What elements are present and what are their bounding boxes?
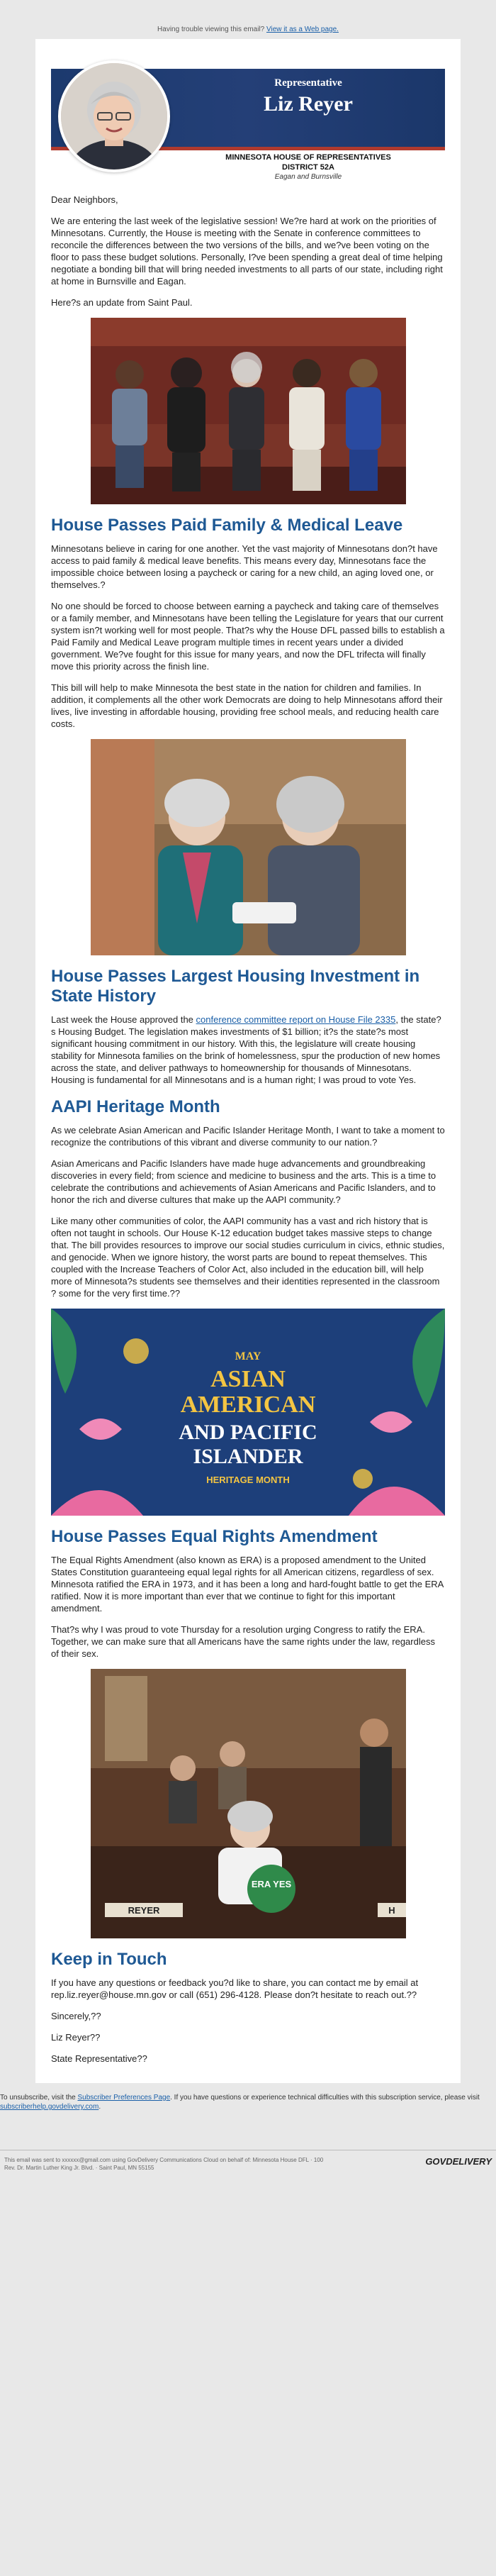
unsub-end: .	[98, 2103, 101, 2111]
trouble-text: Having trouble viewing this email?	[157, 26, 267, 33]
sincerely: Sincerely,??	[51, 2011, 101, 2021]
leave-heading: House Passes Paid Family & Medical Leave	[51, 516, 403, 535]
housing-photo	[91, 739, 406, 955]
intro-paragraph: We are entering the last week of the legislative session! We?re hard at work on the priorities of Minnesotans. Currently, the House is meeting with the Senate in conference committees to reconcile the differences between the two versions of the bills, and we?ve been voting on the floor to pass these budget solutions. Personally, I?ve been spending a great deal of time helping negotiate a bonding bill that will bring needed investments to all parts of our state, including right at home in Burnsville and Eagan.	[51, 216, 443, 287]
era-photo	[91, 1669, 406, 1938]
aapi-heading: AAPI Heritage Month	[51, 1097, 220, 1116]
group-photo	[91, 318, 406, 504]
portrait-image	[61, 63, 167, 170]
housing-text-after: , the state?s Housing Budget. The legislation makes investments of $1 billion; it?s the state?s most significant housing commitment in our history. With this, the legislature will create housing stability for Minnesota families on the brink of homelessness, spur the production of new homes across the state, and deliver pathways to homeownership for thousands of Minnesotans. Housing is fundamental for all Minnesotans and is a human right; I was proud to vote Yes.	[51, 1014, 441, 1085]
banner-month: MAY	[235, 1350, 261, 1362]
govdelivery-logo[interactable]: GOVDELIVERY	[425, 2156, 492, 2167]
nameplate-reyer: REYER	[128, 1905, 159, 1916]
unsub-before: To unsubscribe, visit the	[0, 2094, 78, 2102]
banner-line-5: HERITAGE MONTH	[206, 1475, 290, 1485]
banner-line-1: ASIAN	[210, 1366, 286, 1392]
role: State Representative??	[51, 2053, 147, 2064]
fine-line-2: Rev. Dr. Martin Luther King Jr. Blvd. · Saint Paul, MN 55155	[4, 2165, 154, 2171]
era-paragraph-1: The Equal Rights Amendment (also known as ERA) is a proposed amendment to the United States Constitution guaranteeing equal legal rights for all American citizens, regardless of sex. Minnesota ratified the ERA in 1973, and it has been a long and hard-fought battle to get the ERA ratified. Now it is more important than ever that we continue to fight for this important amendment.	[51, 1555, 444, 1614]
title-label: Representative	[274, 77, 342, 89]
newsletter-header	[51, 55, 445, 182]
hf2335-link[interactable]: conference committee report on House File 2335	[196, 1014, 396, 1025]
group-photo-image	[91, 318, 406, 504]
touch-heading: Keep in Touch	[51, 1950, 167, 1969]
subscriber-help-link[interactable]: subscriberhelp.govdelivery.com	[0, 2103, 99, 2111]
greeting: Dear Neighbors,	[51, 194, 118, 205]
era-paragraph-2: That?s why I was proud to vote Thursday for a resolution urging Congress to ratify the ERA. Together, we can make sure that all Americans have the same rights under the law, regardless of their sex.	[51, 1624, 435, 1659]
era-heading: House Passes Equal Rights Amendment	[51, 1527, 378, 1546]
unsub-after: . If you have questions or experience technical difficulties with this subscription service, please visit	[170, 2094, 480, 2102]
fine-print	[4, 2156, 401, 2172]
banner-line-4: ISLANDER	[193, 1445, 303, 1468]
view-in-browser-bar	[0, 0, 496, 39]
govdelivery-footer	[0, 2150, 496, 2172]
housing-paragraph	[51, 1014, 445, 1086]
era-photo-image	[91, 1669, 406, 1938]
header-title	[171, 77, 445, 116]
leave-paragraph-3: This bill will help to make Minnesota the best state in the nation for children and families. In addition, it complements all the other work Democrats are doing to help Minnesotans afford their lives, live investing in affordable housing, providing free school meals, and reducing health care costs.	[51, 682, 443, 729]
signature: Liz Reyer??	[51, 2032, 101, 2043]
aapi-banner-image	[51, 1309, 445, 1516]
banner-line-3: AND PACIFIC	[179, 1421, 317, 1444]
fine-line-1: This email was sent to xxxxxx@gmail.com using GovDelivery Communications Cloud on behalf of: Minnesota House DFL · 100	[4, 2157, 324, 2163]
avatar	[58, 60, 170, 172]
web-page-link[interactable]: View it as a Web page.	[266, 26, 339, 33]
aapi-paragraph-2: Asian Americans and Pacific Islanders have made huge advancements and groundbreaking discoveries in every field; from science and medicine to business and the arts. This is a time to celebrate the contributions and achievements of Asian Americans and Pacific Islanders, and to honor the rich and diverse cultures that make up the AAPI community.?	[51, 1158, 436, 1205]
aapi-banner	[51, 1309, 445, 1516]
header-subtitle	[171, 152, 445, 182]
touch-paragraph: If you have any questions or feedback you?d like to share, you can contact me by email at rep.liz.reyer@house.mn.gov or call (651) 296-4128. Please don?t hesitate to reach out.??	[51, 1977, 419, 2000]
org-name: MINNESOTA HOUSE OF REPRESENTATIVES	[225, 153, 391, 162]
district-name: DISTRICT 52A	[282, 163, 334, 172]
representative-name: Liz Reyer	[264, 92, 353, 116]
aapi-paragraph-1: As we celebrate Asian American and Pacific Islander Heritage Month, I want to take a moment to recognize the contributions of this vibrant and diverse community to our nation.?	[51, 1125, 445, 1148]
leave-paragraph-1: Minnesotans believe in caring for one another. Yet the vast majority of Minnesotans don?t have access to paid family & medical leave benefits. This means every day, Minnesotans face the impossible choice between losing a paycheck or caring for a new child, an aging loved one, or themselves.?	[51, 543, 438, 590]
unsubscribe-footer	[0, 2083, 496, 2114]
housing-text-before: Last week the House approved the	[51, 1014, 196, 1025]
era-sign: ERA YES	[251, 1879, 291, 1889]
aapi-paragraph-3: Like many other communities of color, the AAPI community has a vast and rich history that is often not taught in schools. Our House K-12 education budget takes massive steps to change that. The bill provides resources to improve our social studies curriculum in civics, ethnic studies, and genocide. When we ignore history, the worst parts are bound to repeat themselves. This coupled with the Increase Teachers of Color Act, also included in the education bill, will help more of Minnesota?s students see themselves and their identities represented in the classroom ? some for the very first time.??	[51, 1216, 445, 1299]
intro-update: Here?s an update from Saint Paul.	[51, 297, 193, 308]
housing-photo-image	[91, 739, 406, 955]
email-body	[35, 39, 461, 2083]
banner-line-2: AMERICAN	[180, 1392, 316, 1418]
housing-heading: House Passes Largest Housing Investment in State History	[51, 967, 420, 1006]
subscriber-preferences-link[interactable]: Subscriber Preferences Page	[77, 2094, 171, 2102]
nameplate-right: H	[388, 1905, 395, 1916]
leave-paragraph-2: No one should be forced to choose between earning a paycheck and taking care of themselves or a family member, and Minnesotans have been telling the Legislature for years that our current system isn?t working well for most people. That?s why the House DFL passed bills to establish a Paid Family and Medical Leave program multiple times in recent years under a divided government. We?ve fought for this issue for many years, and now the DFL trifecta will finally move this priority across the finish line.	[51, 601, 445, 672]
cities: Eagan and Burnsville	[274, 173, 342, 181]
